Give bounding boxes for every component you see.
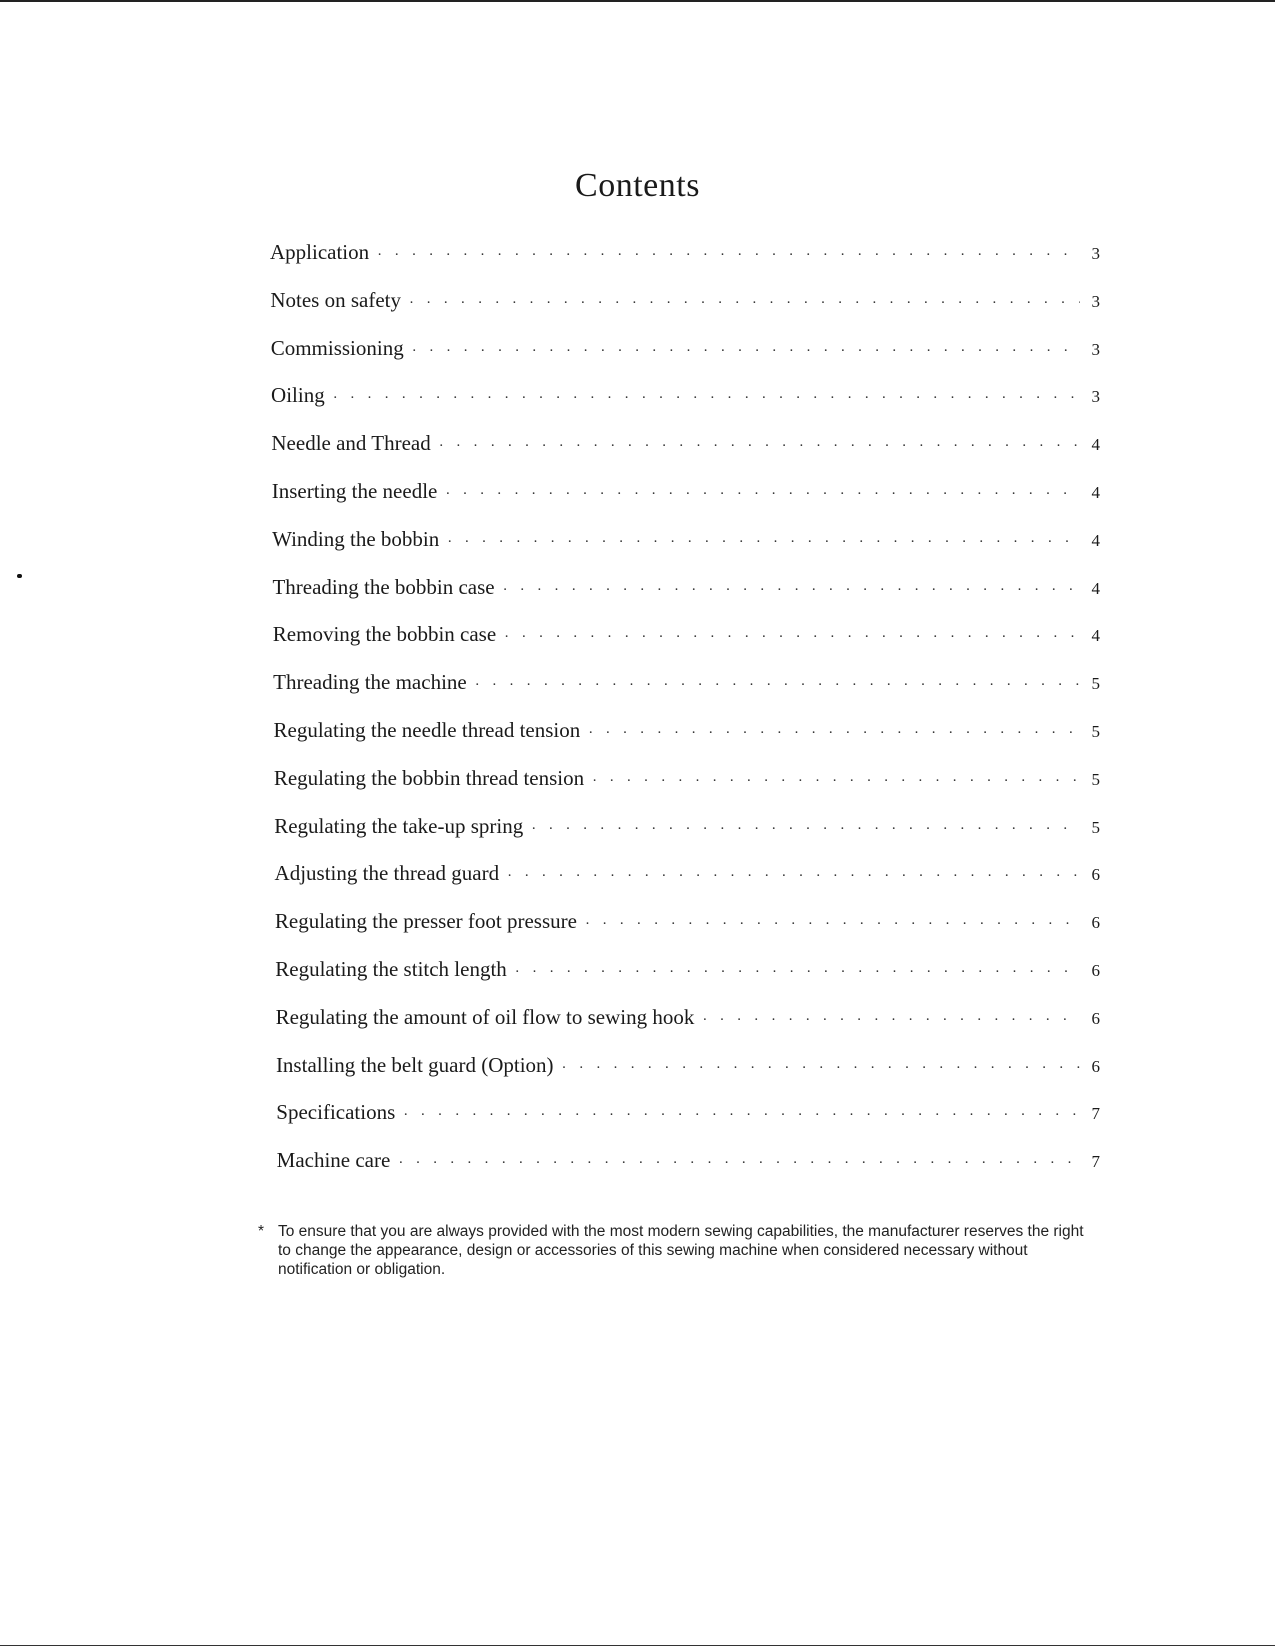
table-of-contents bbox=[270, 240, 1100, 1196]
toc-entry-page-number: 5 bbox=[1091, 674, 1100, 694]
toc-entry-page-number: 3 bbox=[1091, 244, 1100, 263]
toc-entry-page-number: 3 bbox=[1091, 387, 1100, 407]
toc-dot-leader bbox=[333, 390, 1080, 407]
toc-dot-leader bbox=[447, 534, 1080, 551]
footnote bbox=[258, 1222, 1100, 1279]
footnote-text: To ensure that you are always provided with the most modern sewing capabilities, the manufacturer reserves the right to change the appearance, design or accessories of this sewing machine when considered necessary without notification or obligation. bbox=[278, 1223, 1084, 1278]
toc-entry bbox=[270, 622, 1100, 670]
toc-dot-leader bbox=[403, 1107, 1080, 1124]
toc-dot-leader bbox=[515, 964, 1080, 981]
toc-entry-label: Regulating the stitch length bbox=[275, 956, 507, 981]
toc-entry bbox=[270, 814, 1100, 862]
toc-dot-leader bbox=[585, 916, 1080, 933]
toc-dot-leader bbox=[412, 343, 1080, 360]
toc-dot-leader bbox=[475, 677, 1080, 694]
toc-entry-label: Oiling bbox=[271, 383, 325, 408]
toc-entry-label: Regulating the take-up spring bbox=[274, 813, 524, 838]
toc-entry-label: Notes on safety bbox=[270, 287, 401, 312]
toc-entry bbox=[270, 909, 1100, 957]
toc-dot-leader bbox=[398, 1155, 1080, 1172]
toc-entry-label: Commissioning bbox=[270, 335, 404, 360]
toc-entry-page-number: 5 bbox=[1091, 817, 1100, 837]
toc-dot-leader bbox=[439, 438, 1080, 455]
toc-entry bbox=[270, 431, 1100, 479]
toc-entry bbox=[270, 1053, 1100, 1101]
toc-entry bbox=[270, 766, 1100, 814]
toc-entry-label: Threading the machine bbox=[273, 670, 467, 695]
toc-entry bbox=[270, 1100, 1100, 1148]
toc-entry bbox=[270, 383, 1100, 431]
toc-entry bbox=[270, 288, 1100, 336]
toc-entry-page-number: 3 bbox=[1091, 291, 1100, 311]
footnote-mark: * bbox=[258, 1223, 265, 1240]
toc-entry-label: Removing the bobbin case bbox=[272, 622, 497, 647]
page-title: Contents bbox=[575, 166, 700, 204]
toc-entry-page-number: 4 bbox=[1091, 530, 1100, 550]
toc-entry-page-number: 4 bbox=[1091, 482, 1100, 502]
bottom-rule bbox=[0, 1645, 1275, 1646]
toc-dot-leader bbox=[588, 725, 1080, 742]
toc-dot-leader bbox=[445, 486, 1080, 503]
toc-entry-page-number: 6 bbox=[1091, 960, 1100, 980]
toc-entry-page-number: 4 bbox=[1091, 626, 1100, 646]
top-rule bbox=[0, 0, 1275, 2]
toc-entry-label: Application bbox=[270, 240, 370, 264]
toc-entry-label: Regulating the needle thread tension bbox=[273, 717, 581, 742]
toc-entry-page-number: 7 bbox=[1091, 1104, 1100, 1124]
toc-entry bbox=[270, 861, 1100, 909]
toc-dot-leader bbox=[562, 1060, 1080, 1077]
toc-entry-page-number: 3 bbox=[1091, 339, 1100, 359]
toc-entry-label: Regulating the presser foot pressure bbox=[274, 909, 577, 934]
toc-dot-leader bbox=[503, 582, 1080, 599]
toc-entry-page-number: 6 bbox=[1091, 913, 1100, 933]
toc-dot-leader bbox=[409, 295, 1080, 312]
toc-entry-label: Specifications bbox=[276, 1100, 396, 1125]
toc-entry-page-number: 6 bbox=[1091, 1008, 1100, 1028]
toc-entry-page-number: 4 bbox=[1091, 435, 1100, 455]
toc-dot-leader bbox=[531, 821, 1080, 838]
toc-entry bbox=[270, 718, 1100, 766]
toc-entry-page-number: 4 bbox=[1091, 578, 1100, 598]
toc-entry-label: Regulating the amount of oil flow to sewing hook bbox=[275, 1004, 695, 1029]
toc-entry-label: Inserting the needle bbox=[271, 478, 438, 503]
toc-dot-leader bbox=[377, 247, 1080, 264]
toc-entry-label: Regulating the bobbin thread tension bbox=[273, 765, 585, 790]
scan-mark bbox=[17, 574, 22, 578]
toc-dot-leader bbox=[507, 868, 1080, 885]
toc-entry-page-number: 5 bbox=[1091, 721, 1100, 741]
toc-entry-label: Winding the bobbin bbox=[272, 526, 440, 551]
toc-entry bbox=[270, 479, 1100, 527]
toc-entry-page-number: 5 bbox=[1091, 769, 1100, 789]
toc-entry bbox=[270, 575, 1100, 623]
toc-entry-page-number: 7 bbox=[1091, 1152, 1100, 1172]
toc-entry bbox=[270, 670, 1100, 718]
toc-entry-label: Machine care bbox=[276, 1148, 391, 1173]
toc-entry-label: Threading the bobbin case bbox=[272, 574, 495, 599]
toc-entry-label: Needle and Thread bbox=[271, 431, 431, 456]
toc-entry bbox=[270, 1148, 1100, 1196]
toc-dot-leader bbox=[592, 773, 1080, 790]
toc-entry-label: Adjusting the thread guard bbox=[274, 861, 500, 886]
toc-entry-label: Installing the belt guard (Option) bbox=[275, 1052, 554, 1077]
toc-entry bbox=[270, 1005, 1100, 1053]
toc-entry bbox=[270, 240, 1100, 288]
toc-entry bbox=[270, 336, 1100, 384]
toc-dot-leader bbox=[702, 1012, 1080, 1029]
toc-dot-leader bbox=[504, 629, 1080, 646]
toc-entry bbox=[270, 527, 1100, 575]
toc-entry-page-number: 6 bbox=[1091, 1056, 1100, 1076]
toc-entry bbox=[270, 957, 1100, 1005]
toc-entry-page-number: 6 bbox=[1091, 865, 1100, 885]
